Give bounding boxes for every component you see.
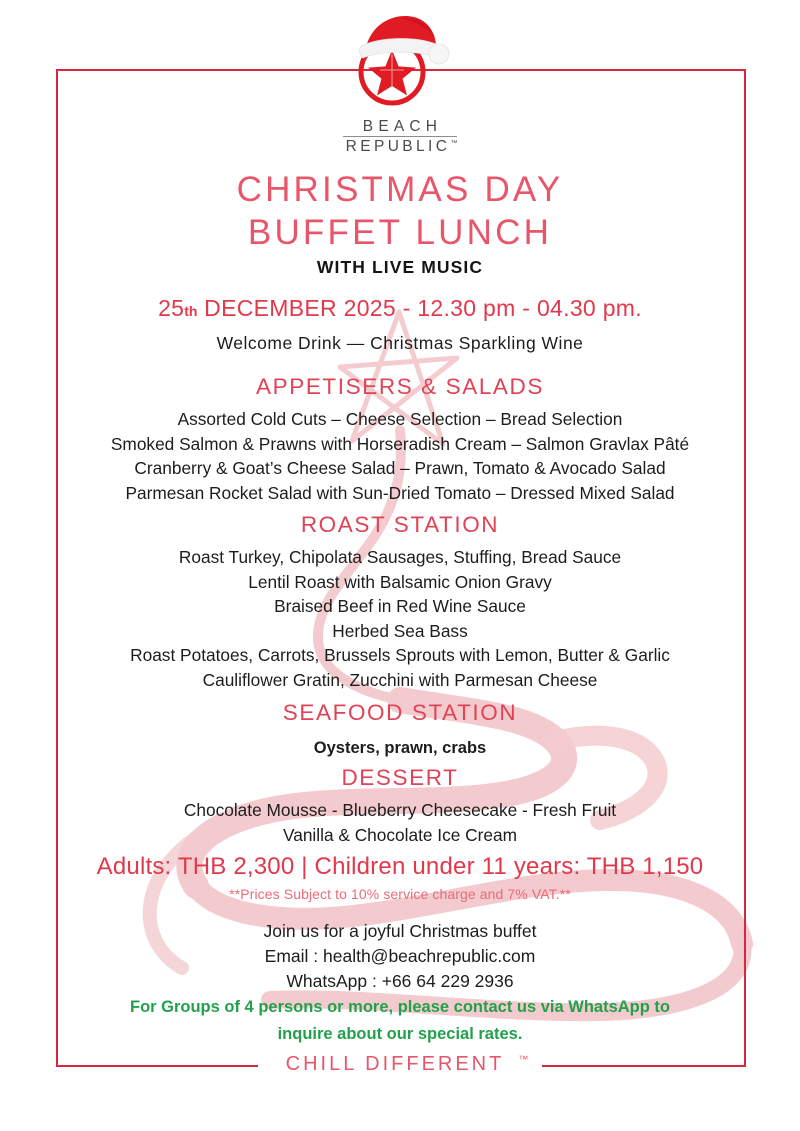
price-line: Adults: THB 2,300 | Children under 11 years: THB 1,150 bbox=[96, 853, 704, 880]
trademark-symbol: ™ bbox=[450, 140, 458, 148]
menu-item: Chocolate Mousse - Blueberry Cheesecake - Fresh Fruit bbox=[183, 800, 617, 820]
page-title-line1: CHRISTMAS DAY bbox=[236, 170, 564, 209]
section-heading: SEAFOOD STATION bbox=[282, 700, 518, 725]
menu-item: Braised Beef in Red Wine Sauce bbox=[274, 596, 526, 616]
date-rest: DECEMBER 2025 - 12.30 pm - 04.30 pm. bbox=[197, 295, 642, 321]
date-day: 25 bbox=[158, 295, 185, 321]
menu-item: Roast Turkey, Chipolata Sausages, Stuffing, Bread Sauce bbox=[178, 547, 622, 567]
group-note-line1: For Groups of 4 persons or more, please contact us via WhatsApp to bbox=[129, 998, 670, 1016]
event-date-time bbox=[0, 295, 800, 322]
section-dessert bbox=[0, 765, 800, 847]
trademark-symbol: ™ bbox=[518, 1054, 529, 1066]
section-heading: DESSERT bbox=[341, 765, 459, 790]
footer-tagline bbox=[0, 1053, 800, 1076]
page-subtitle: WITH LIVE MUSIC bbox=[316, 257, 484, 277]
menu-item: Assorted Cold Cuts – Cheese Selection – Bread Selection bbox=[177, 409, 623, 429]
brand-name-top: BEACH bbox=[343, 118, 458, 137]
email-line[interactable]: Email : health@beachrepublic.com bbox=[264, 946, 536, 966]
menu-item: Cauliflower Gratin, Zucchini with Parmesan Cheese bbox=[202, 669, 598, 690]
section-seafood-station bbox=[0, 700, 800, 761]
price-note: **Prices Subject to 10% service charge and 7% VAT.** bbox=[229, 886, 571, 902]
menu-item: Vanilla & Chocolate Ice Cream bbox=[282, 824, 518, 845]
welcome-drink-line: Welcome Drink — Christmas Sparkling Wine bbox=[216, 333, 584, 353]
santa-hat-starfish-circle-logo-icon bbox=[340, 8, 460, 120]
section-heading: ROAST STATION bbox=[300, 512, 500, 537]
brand-wordmark bbox=[343, 118, 458, 156]
group-note-line2: inquire about our special rates. bbox=[277, 1025, 523, 1043]
page-title-line2: BUFFET LUNCH bbox=[247, 213, 553, 252]
invite-line: Join us for a joyful Christmas buffet bbox=[263, 921, 537, 941]
menu-item: Roast Potatoes, Carrots, Brussels Sprouts with Lemon, Butter & Garlic bbox=[130, 645, 670, 665]
menu-item: Oysters, prawn, crabs bbox=[313, 739, 487, 757]
footer-tagline-text: CHILL DIFFERENT ™ bbox=[258, 1053, 543, 1076]
section-roast-station bbox=[0, 512, 800, 692]
menu-item: Cranberry & Goat’s Cheese Salad – Prawn, Tomato & Avocado Salad bbox=[134, 458, 666, 478]
menu-item: Parmesan Rocket Salad with Sun-Dried Tomato – Dressed Mixed Salad bbox=[125, 482, 675, 503]
menu-item: Smoked Salmon & Prawns with Horseradish Cream – Salmon Gravlax Pâté bbox=[110, 433, 690, 454]
section-appetisers bbox=[0, 374, 800, 505]
section-heading: APPETISERS & SALADS bbox=[256, 374, 544, 399]
brand-logo bbox=[0, 8, 800, 156]
menu-item: Lentil Roast with Balsamic Onion Gravy bbox=[248, 571, 552, 592]
brand-name-bottom: REPUBLIC™ bbox=[345, 138, 458, 156]
contact-block bbox=[0, 919, 800, 994]
whatsapp-line[interactable]: WhatsApp : +66 64 229 2936 bbox=[286, 971, 514, 991]
date-ordinal: th bbox=[184, 303, 198, 319]
menu-item: Herbed Sea Bass bbox=[332, 620, 468, 641]
